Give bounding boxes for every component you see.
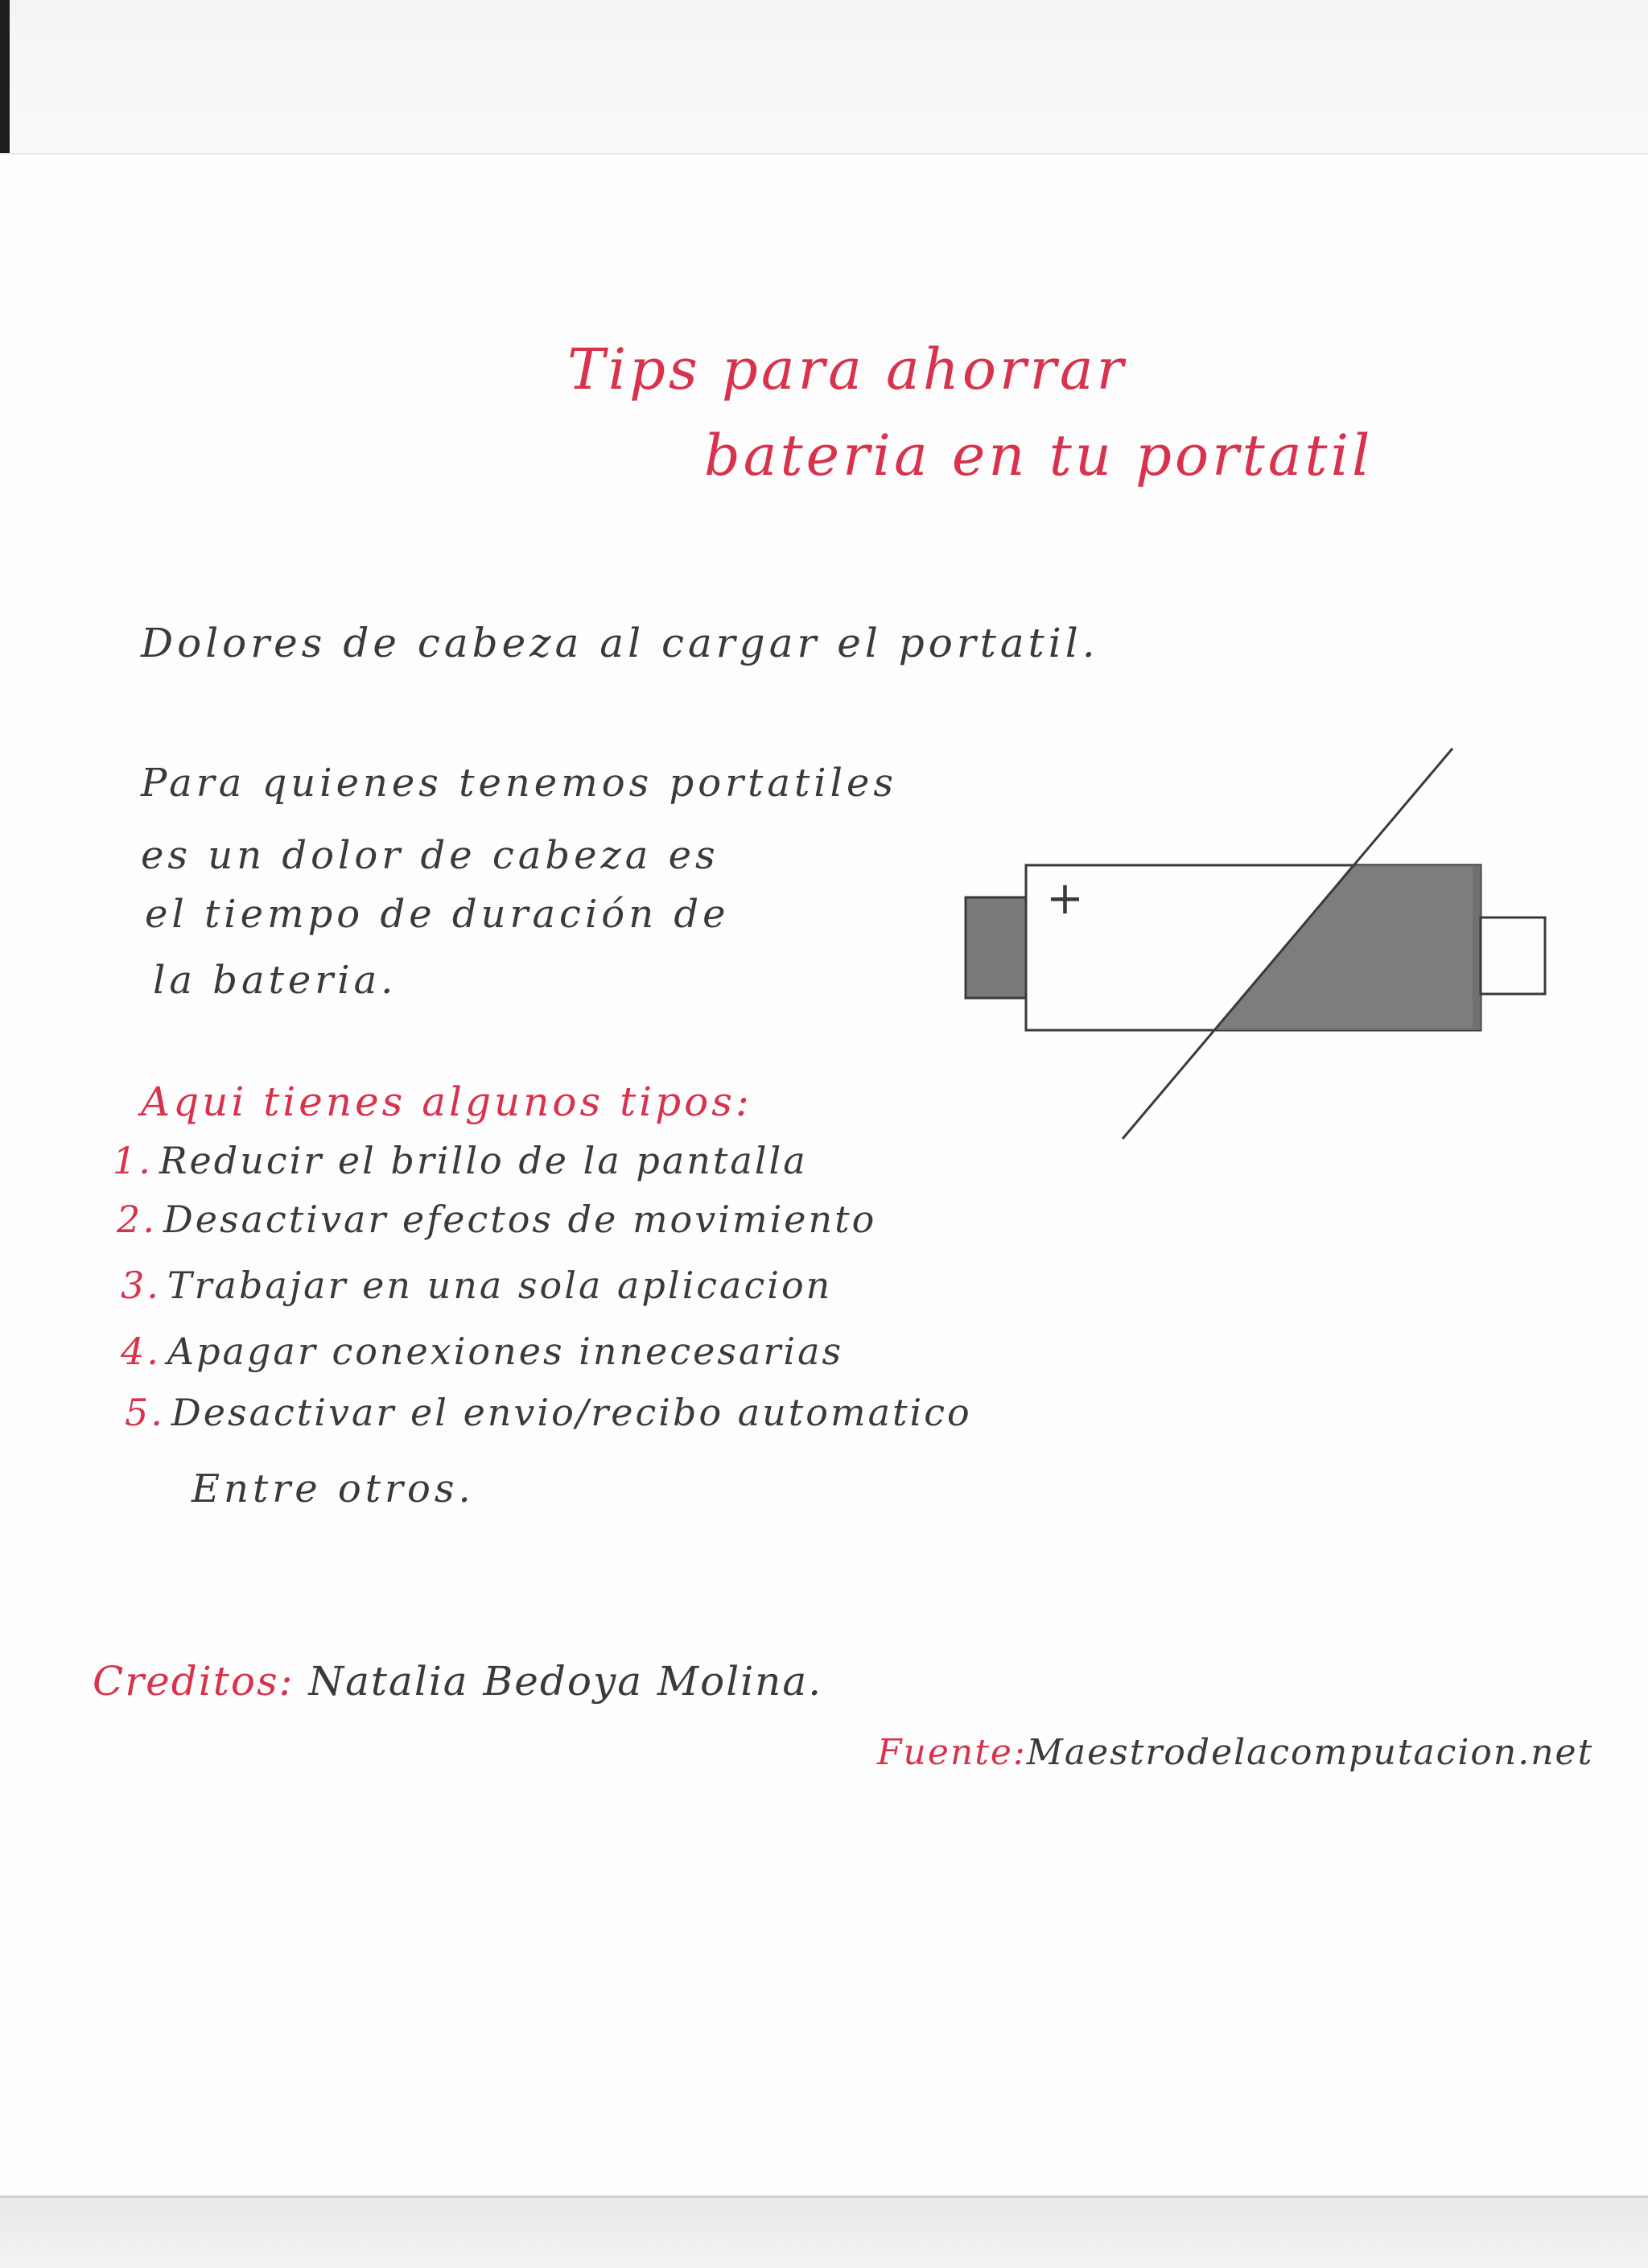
tip-item [121, 1330, 843, 1373]
paragraph-line-1: Para quienes tenemos portatiles [141, 761, 898, 806]
credits-name: Natalia Bedoya Molina. [308, 1658, 823, 1705]
intro-line: Dolores de cabeza al cargar el portatil. [141, 620, 1099, 666]
tip-number: 3. [121, 1264, 161, 1307]
closing-text: Entre otros. [192, 1466, 475, 1511]
source-label: Fuente: [877, 1732, 1027, 1773]
tip-number: 4. [121, 1330, 161, 1373]
credits-label: Creditos: [93, 1658, 295, 1705]
tip-number: 2. [117, 1198, 157, 1241]
tip-text: Desactivar el envio/recibo automatico [171, 1391, 972, 1434]
low-battery-drawing [950, 732, 1561, 1151]
scan-top-shadow [0, 0, 1648, 153]
battery-charge-shading [1215, 865, 1481, 1030]
tips-heading: Aqui tienes algunos tipos: [141, 1078, 752, 1125]
scan-bottom-edge [0, 2196, 1648, 2268]
battery-left-terminal [966, 897, 1026, 998]
tip-item [117, 1198, 876, 1241]
tip-text: Desactivar efectos de movimiento [163, 1198, 877, 1241]
tip-item [121, 1264, 832, 1307]
title-line-2: bateria en tu portatil [704, 423, 1374, 489]
battery-right-terminal [1481, 918, 1545, 994]
source [877, 1732, 1593, 1773]
paper-top-edge [0, 153, 1648, 155]
paragraph-line-3: el tiempo de duración de [145, 892, 730, 937]
tip-item [113, 1139, 808, 1182]
paragraph-line-2: es un dolor de cabeza es [141, 833, 719, 878]
credits [93, 1658, 822, 1705]
tip-item [125, 1391, 972, 1434]
title-line-1: Tips para ahorrar [567, 336, 1127, 402]
tip-text: Apagar conexiones innecesarias [167, 1330, 844, 1373]
tip-number: 5. [125, 1391, 165, 1434]
plus-sign-icon: + [1046, 872, 1084, 925]
source-value: Maestrodelacomputacion.net [1026, 1732, 1594, 1773]
tip-number: 1. [113, 1139, 153, 1182]
tip-text: Reducir el brillo de la pantalla [159, 1139, 808, 1182]
tip-text: Trabajar en una sola aplicacion [167, 1264, 833, 1307]
paragraph-line-4: la bateria. [153, 958, 398, 1003]
scan-left-edge [0, 0, 10, 153]
